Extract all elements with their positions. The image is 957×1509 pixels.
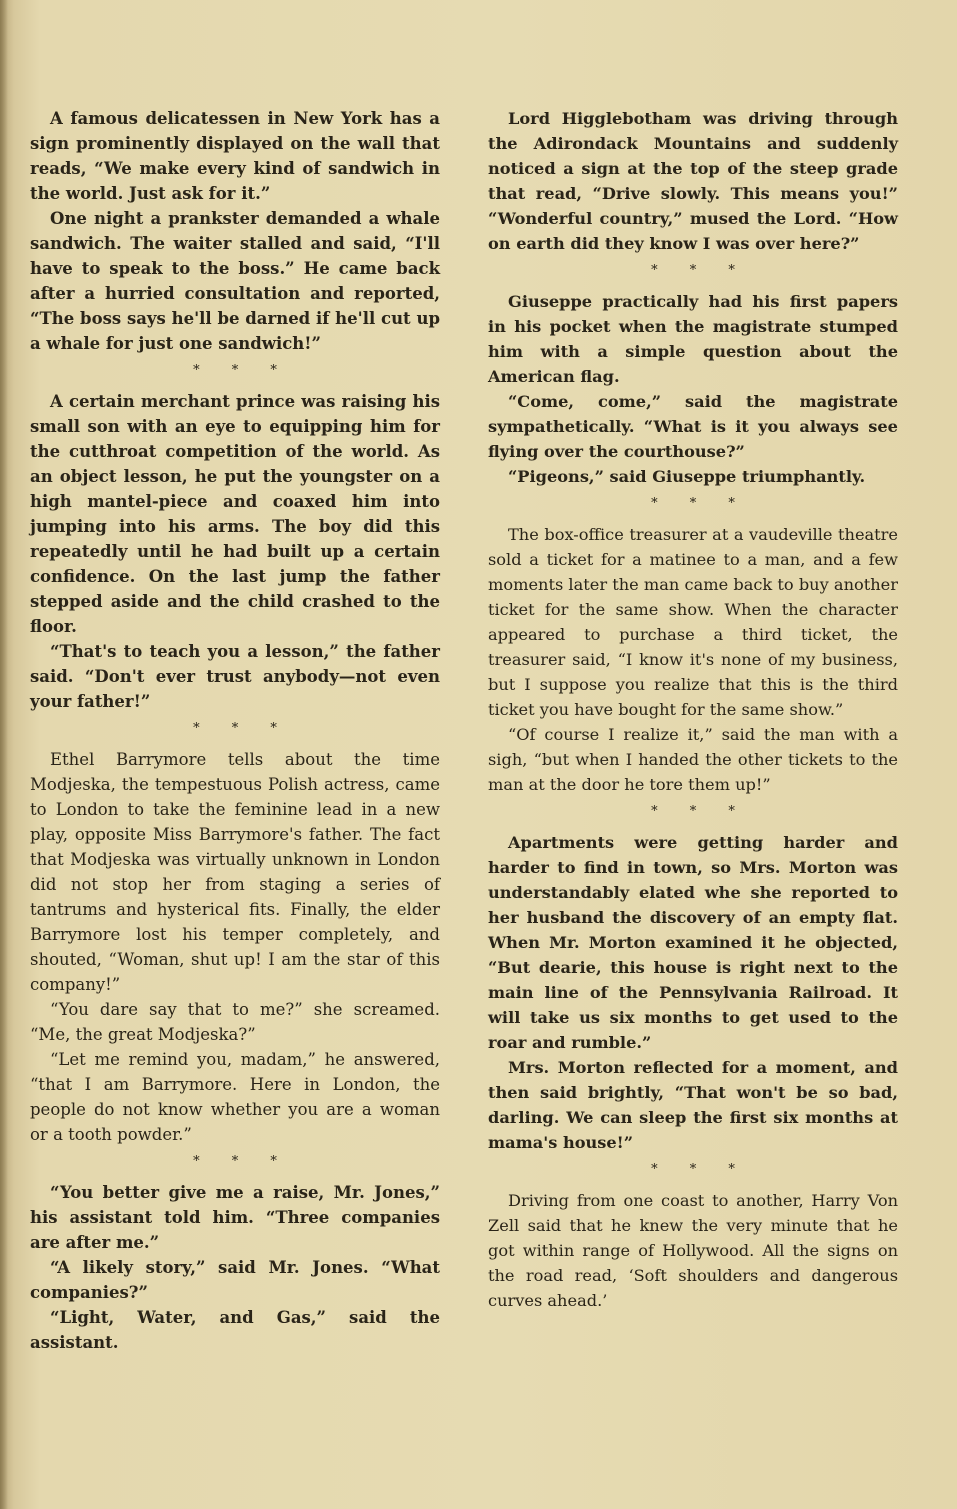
paragraph: “Let me remind you, madam,” he answered, “that I am Barrymore. Here in London, the people do not know whether you are a woman or a tooth powder.” xyxy=(30,1050,440,1144)
anecdote-apartments xyxy=(488,830,898,1155)
paragraph: One night a prankster demanded a whale sandwich. The waiter stalled and said, “I'll have to speak to the boss.” He came back after a hurried consultation and reported, “The boss says he'll be darned if he'll cut up a whale for just one sandwich!” xyxy=(30,209,440,353)
separator: * * * xyxy=(193,721,291,736)
anecdote-giuseppe xyxy=(488,289,898,489)
paragraph: Mrs. Morton reflected for a moment, and then said brightly, “That won't be so bad, darling. We can sleep the first six months at mama's house!” xyxy=(488,1058,898,1152)
paragraph: Giuseppe practically had his first papers in his pocket when the magistrate stumped him with a simple question about the American flag. xyxy=(488,292,898,386)
paragraph: A certain merchant prince was raising his small son with an eye to equipping him for the cutthroat competition of the world. As an object lesson, he put the youngster on a high mantel-piece and coaxed him into jumping into his arms. The boy did this repeatedly until he had built up a certain confidence. On the last jump the father stepped aside and the child crashed to the floor. xyxy=(30,392,440,636)
separator: * * * xyxy=(651,263,749,278)
paragraph: A famous delicatessen in New York has a sign prominently displayed on the wall that reads, “We make every kind of sandwich in the world. Just ask for it.” xyxy=(30,109,440,203)
paragraph: “Come, come,” said the magistrate sympathetically. “What is it you always see flying over the courthouse?” xyxy=(488,392,898,461)
paragraph: Lord Higglebotham was driving through the Adirondack Mountains and suddenly noticed a sign at the top of the steep grade that read, “Drive slowly. This means you!” “Wonderful country,” mused the Lord. “How on earth did they know I was over here?” xyxy=(488,109,898,253)
left-column xyxy=(30,106,440,1355)
paragraph: Driving from one coast to another, Harry Von Zell said that he knew the very minute that he got within range of Hollywood. All the signs on the road read, ‘Soft shoulders and dangerous curves ahead.’ xyxy=(488,1191,898,1310)
paragraph: “Light, Water, and Gas,” said the assistant. xyxy=(30,1308,440,1352)
separator: * * * xyxy=(651,1162,749,1177)
anecdote-raise xyxy=(30,1180,440,1355)
anecdote-box-office xyxy=(488,522,898,797)
paragraph: “Of course I realize it,” said the man with a sigh, “but when I handed the other tickets to the man at the door he tore them up!” xyxy=(488,725,898,794)
paragraph: “A likely story,” said Mr. Jones. “What companies?” xyxy=(30,1258,440,1302)
anecdote-higglebotham xyxy=(488,106,898,256)
paragraph: “That's to teach you a lesson,” the father said. “Don't ever trust anybody—not even your father!” xyxy=(30,642,440,711)
paragraph: “You better give me a raise, Mr. Jones,” his assistant told him. “Three companies are after me.” xyxy=(30,1183,440,1252)
separator: * * * xyxy=(651,496,749,511)
anecdote-von-zell xyxy=(488,1188,898,1313)
spine-shadow xyxy=(0,0,8,1509)
paragraph: “Pigeons,” said Giuseppe triumphantly. xyxy=(508,467,866,486)
paragraph: “You dare say that to me?” she screamed. “Me, the great Modjeska?” xyxy=(30,1000,440,1044)
paragraph: Ethel Barrymore tells about the time Modjeska, the tempestuous Polish actress, came to London to take the feminine lead in a new play, opposite Miss Barrymore's father. The fact that Modjeska was virtually unknown in London did not stop her from staging a series of tantrums and hysterical fits. Finally, the elder Barrymore lost his temper completely, and shouted, “Woman, shut up! I am the star of this company!” xyxy=(30,750,440,994)
anecdote-merchant-prince xyxy=(30,389,440,714)
paragraph: Apartments were getting harder and harder to find in town, so Mrs. Morton was understandably elated whe she reported to her husband the discovery of an empty flat. When Mr. Morton examined it he objected, “But dearie, this house is right next to the main line of the Pennsylvania Railroad. It will take us six months to get used to the roar and rumble.” xyxy=(488,833,898,1052)
right-column xyxy=(488,106,898,1313)
separator: * * * xyxy=(193,1154,291,1169)
anecdote-delicatessen xyxy=(30,106,440,356)
anecdote-barrymore xyxy=(30,747,440,1147)
separator: * * * xyxy=(193,363,291,378)
separator: * * * xyxy=(651,804,749,819)
paragraph: The box-office treasurer at a vaudeville theatre sold a ticket for a matinee to a man, and a few moments later the man came back to buy another ticket for the same show. When the character appeared to purchase a third ticket, the treasurer said, “I know it's none of my business, but I suppose you realize that this is the third ticket you have bought for the same show.” xyxy=(488,525,898,719)
